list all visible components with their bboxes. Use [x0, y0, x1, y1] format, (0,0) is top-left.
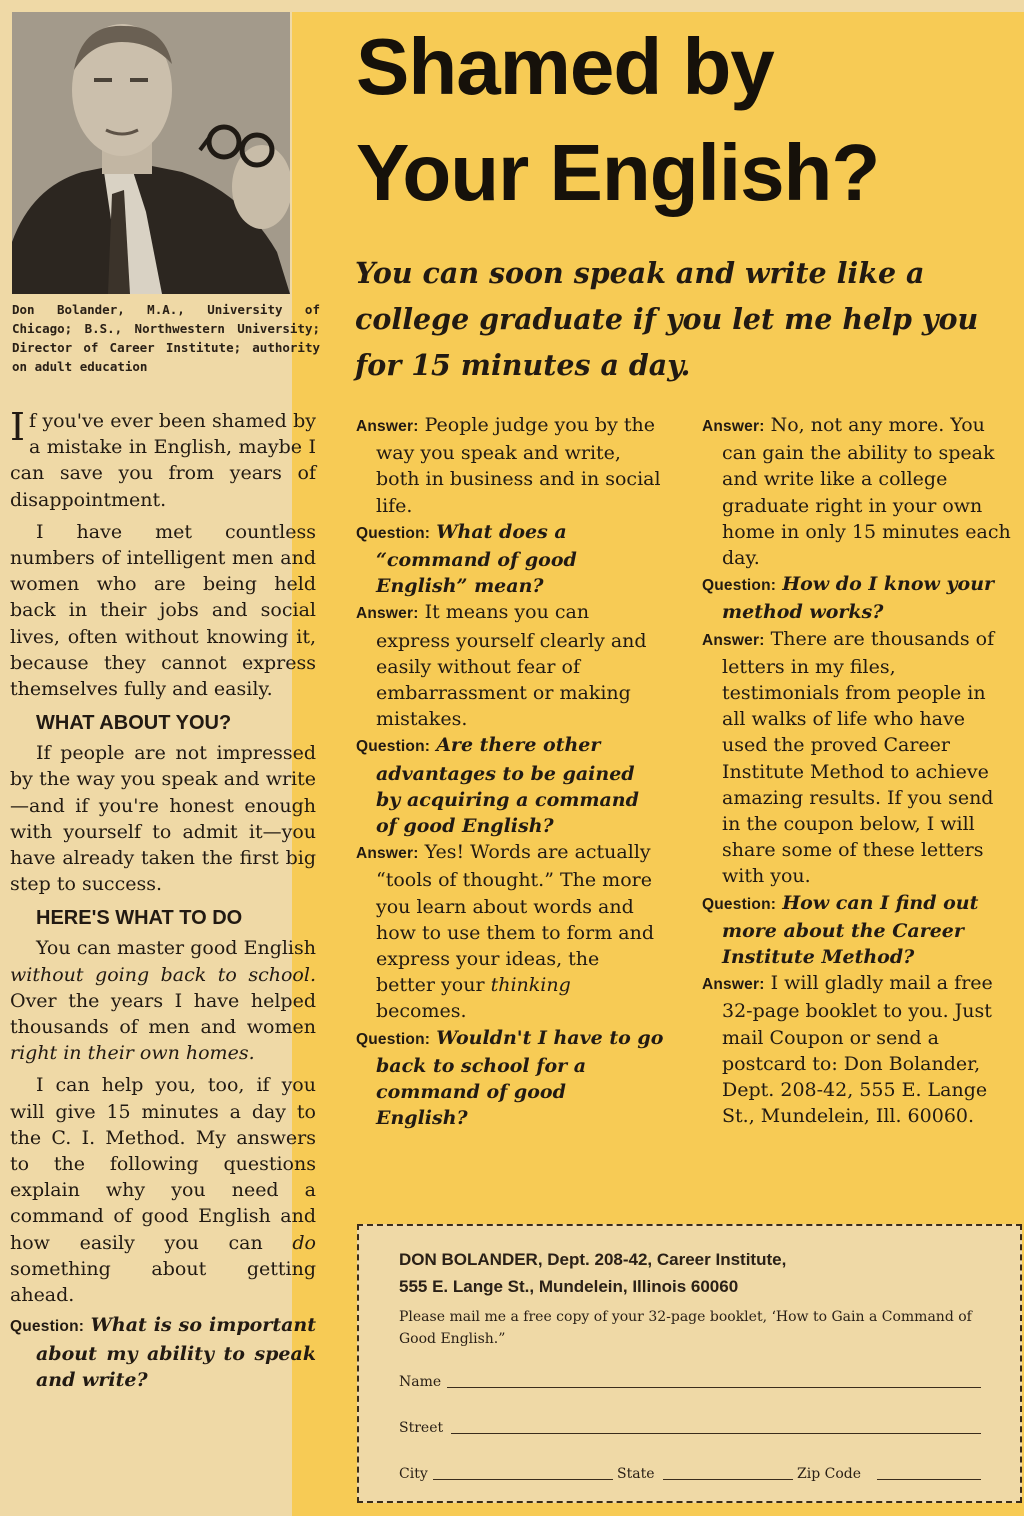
question-6	[702, 890, 1014, 971]
answer-text: No, not any more. You can gain the ability to speak and write like a college graduate right in your own home in only 15 minutes each day.	[722, 414, 1011, 570]
p4-italic-d: right in their own homes.	[10, 1042, 255, 1065]
p5-text-c: something about getting ahead.	[10, 1257, 316, 1307]
portrait-illustration	[12, 12, 290, 294]
portrait-photo	[12, 12, 290, 294]
question-2	[356, 519, 664, 600]
section-heading-what-about-you: WHAT ABOUT YOU?	[36, 712, 232, 735]
question-label: Question:	[10, 1318, 85, 1336]
zip-label: Zip Code	[797, 1466, 862, 1482]
body-column-1	[10, 405, 316, 1393]
street-label: Street	[399, 1420, 444, 1436]
question-label: Question:	[356, 738, 431, 756]
city-line[interactable]	[433, 1479, 613, 1480]
question-text: What is so important about my ability to speak and write?	[36, 1314, 316, 1391]
photo-caption: Don Bolander, M.A., University of Chicago; B.S., Northwestern University; Director of Career Institute; authority on adult education	[12, 302, 320, 374]
answer-label: Answer:	[356, 845, 419, 863]
answer-text: It means you can express yourself clearly and easily without fear of embarrassment or making mistakes.	[376, 601, 647, 731]
answer-1	[356, 412, 664, 519]
name-field[interactable]	[399, 1370, 981, 1394]
drop-cap: I	[10, 405, 26, 449]
name-line[interactable]	[447, 1387, 981, 1388]
p4-text-c: Over the years I have helped thousands of men and women	[10, 989, 316, 1039]
zip-line[interactable]	[877, 1479, 981, 1480]
coupon-address-line-2: 555 E. Lange St., Mundelein, Illinois 60060	[399, 1277, 739, 1296]
question-label: Question:	[702, 577, 777, 595]
street-line[interactable]	[451, 1433, 981, 1434]
question-5	[702, 571, 1014, 625]
body-column-3	[702, 412, 1014, 1129]
answer-5	[702, 626, 1014, 890]
paragraph-3: If people are not impressed by the way you speak and write—and if you're honest enough with yourself to admit it—you have already taken the first big step to success.	[10, 742, 316, 896]
question-label: Question:	[356, 524, 431, 542]
answer-3	[356, 839, 664, 1024]
question-text: Are there other advantages to be gained by acquiring a command of good English?	[376, 734, 639, 838]
headline	[356, 14, 1016, 226]
answer-label: Answer:	[702, 418, 765, 435]
intro-text: f you've ever been shamed by a mistake in English, maybe I can save you from years of disappointment.	[10, 410, 316, 511]
coupon-address-line-1: DON BOLANDER, Dept. 208-42, Career Institute,	[399, 1250, 787, 1269]
p5-text-a: I can help you, too, if you will give 15 minutes a day to the C. I. Method. My answers to the following questions explain why you need a command of good English and how easily you can	[10, 1074, 316, 1254]
question-label: Question:	[702, 895, 777, 913]
question-4	[356, 1025, 664, 1132]
answer-label: Answer:	[702, 976, 765, 994]
p4-italic-b: without going back to school.	[10, 963, 316, 986]
question-text: Wouldn't I have to go back to school for a command of good English?	[376, 1026, 664, 1130]
paragraph-5	[10, 1072, 316, 1308]
headline-line-2: Your English?	[356, 128, 880, 217]
p5-italic-b: do	[292, 1231, 316, 1254]
answer-label: Answer:	[356, 418, 419, 435]
question-text: How can I find out more about the Career Institute Method?	[722, 891, 979, 969]
headline-line-1: Shamed by	[356, 22, 774, 111]
coupon-request-text: Please mail me a free copy of your 32-page booklet, ‘How to Gain a Command of Good English.”	[399, 1309, 972, 1347]
answer-label: Answer:	[702, 631, 765, 649]
paragraph-2: I have met countless numbers of intelligent men and women who are being held back in their jobs and social lives, often without knowing it, because they cannot express themselves fully and easily.	[10, 520, 316, 701]
answer-text-a: Yes! Words are actually “tools of thought.” The more you learn about words and how to use them to form and express your ideas, the better your	[376, 841, 654, 997]
question-label: Question:	[356, 1030, 431, 1048]
mail-in-coupon[interactable]	[357, 1224, 1022, 1503]
p4-text-a: You can master good English	[36, 937, 316, 960]
city-state-zip-field[interactable]	[399, 1462, 981, 1486]
answer-text: There are thousands of letters in my files, testimonials from people in all walks of life who have used the proved Career Institute Method to achieve amazing results. If you send in the coupon below, I will share some of these letters with you.	[722, 627, 995, 888]
intro-paragraph	[10, 405, 316, 513]
question-1	[10, 1312, 316, 1393]
question-text: How do I know your method works?	[722, 573, 995, 624]
state-line[interactable]	[663, 1479, 793, 1480]
state-label: State	[617, 1466, 655, 1482]
answer-text: People judge you by the way you speak and write, both in business and in social life.	[376, 414, 661, 517]
street-field[interactable]	[399, 1416, 981, 1440]
answer-text-c: becomes.	[376, 1000, 467, 1023]
answer-italic-b: thinking	[490, 974, 571, 997]
answer-text: I will gladly mail a free 32-page booklet to you. Just mail Coupon or send a postcard to: Don Bolander, Dept. 208-42, 555 E. Lange St., Mundelein, Ill. 60060.	[722, 972, 993, 1128]
question-3	[356, 732, 664, 839]
answer-label: Answer:	[356, 605, 419, 623]
paragraph-4	[10, 935, 316, 1066]
answer-4	[702, 412, 1014, 571]
question-text: What does a “command of good English” mean?	[376, 520, 577, 598]
answer-6	[702, 970, 1014, 1129]
subheadline: You can soon speak and write like a college graduate if you let me help you for 15 minutes a day.	[355, 256, 979, 382]
section-heading-whats-to-do: HERE'S WHAT TO DO	[36, 907, 243, 930]
coupon-address	[399, 1246, 786, 1300]
name-label: Name	[399, 1374, 442, 1390]
body-column-2	[356, 412, 664, 1131]
city-label: City	[399, 1466, 428, 1482]
answer-2	[356, 599, 664, 732]
